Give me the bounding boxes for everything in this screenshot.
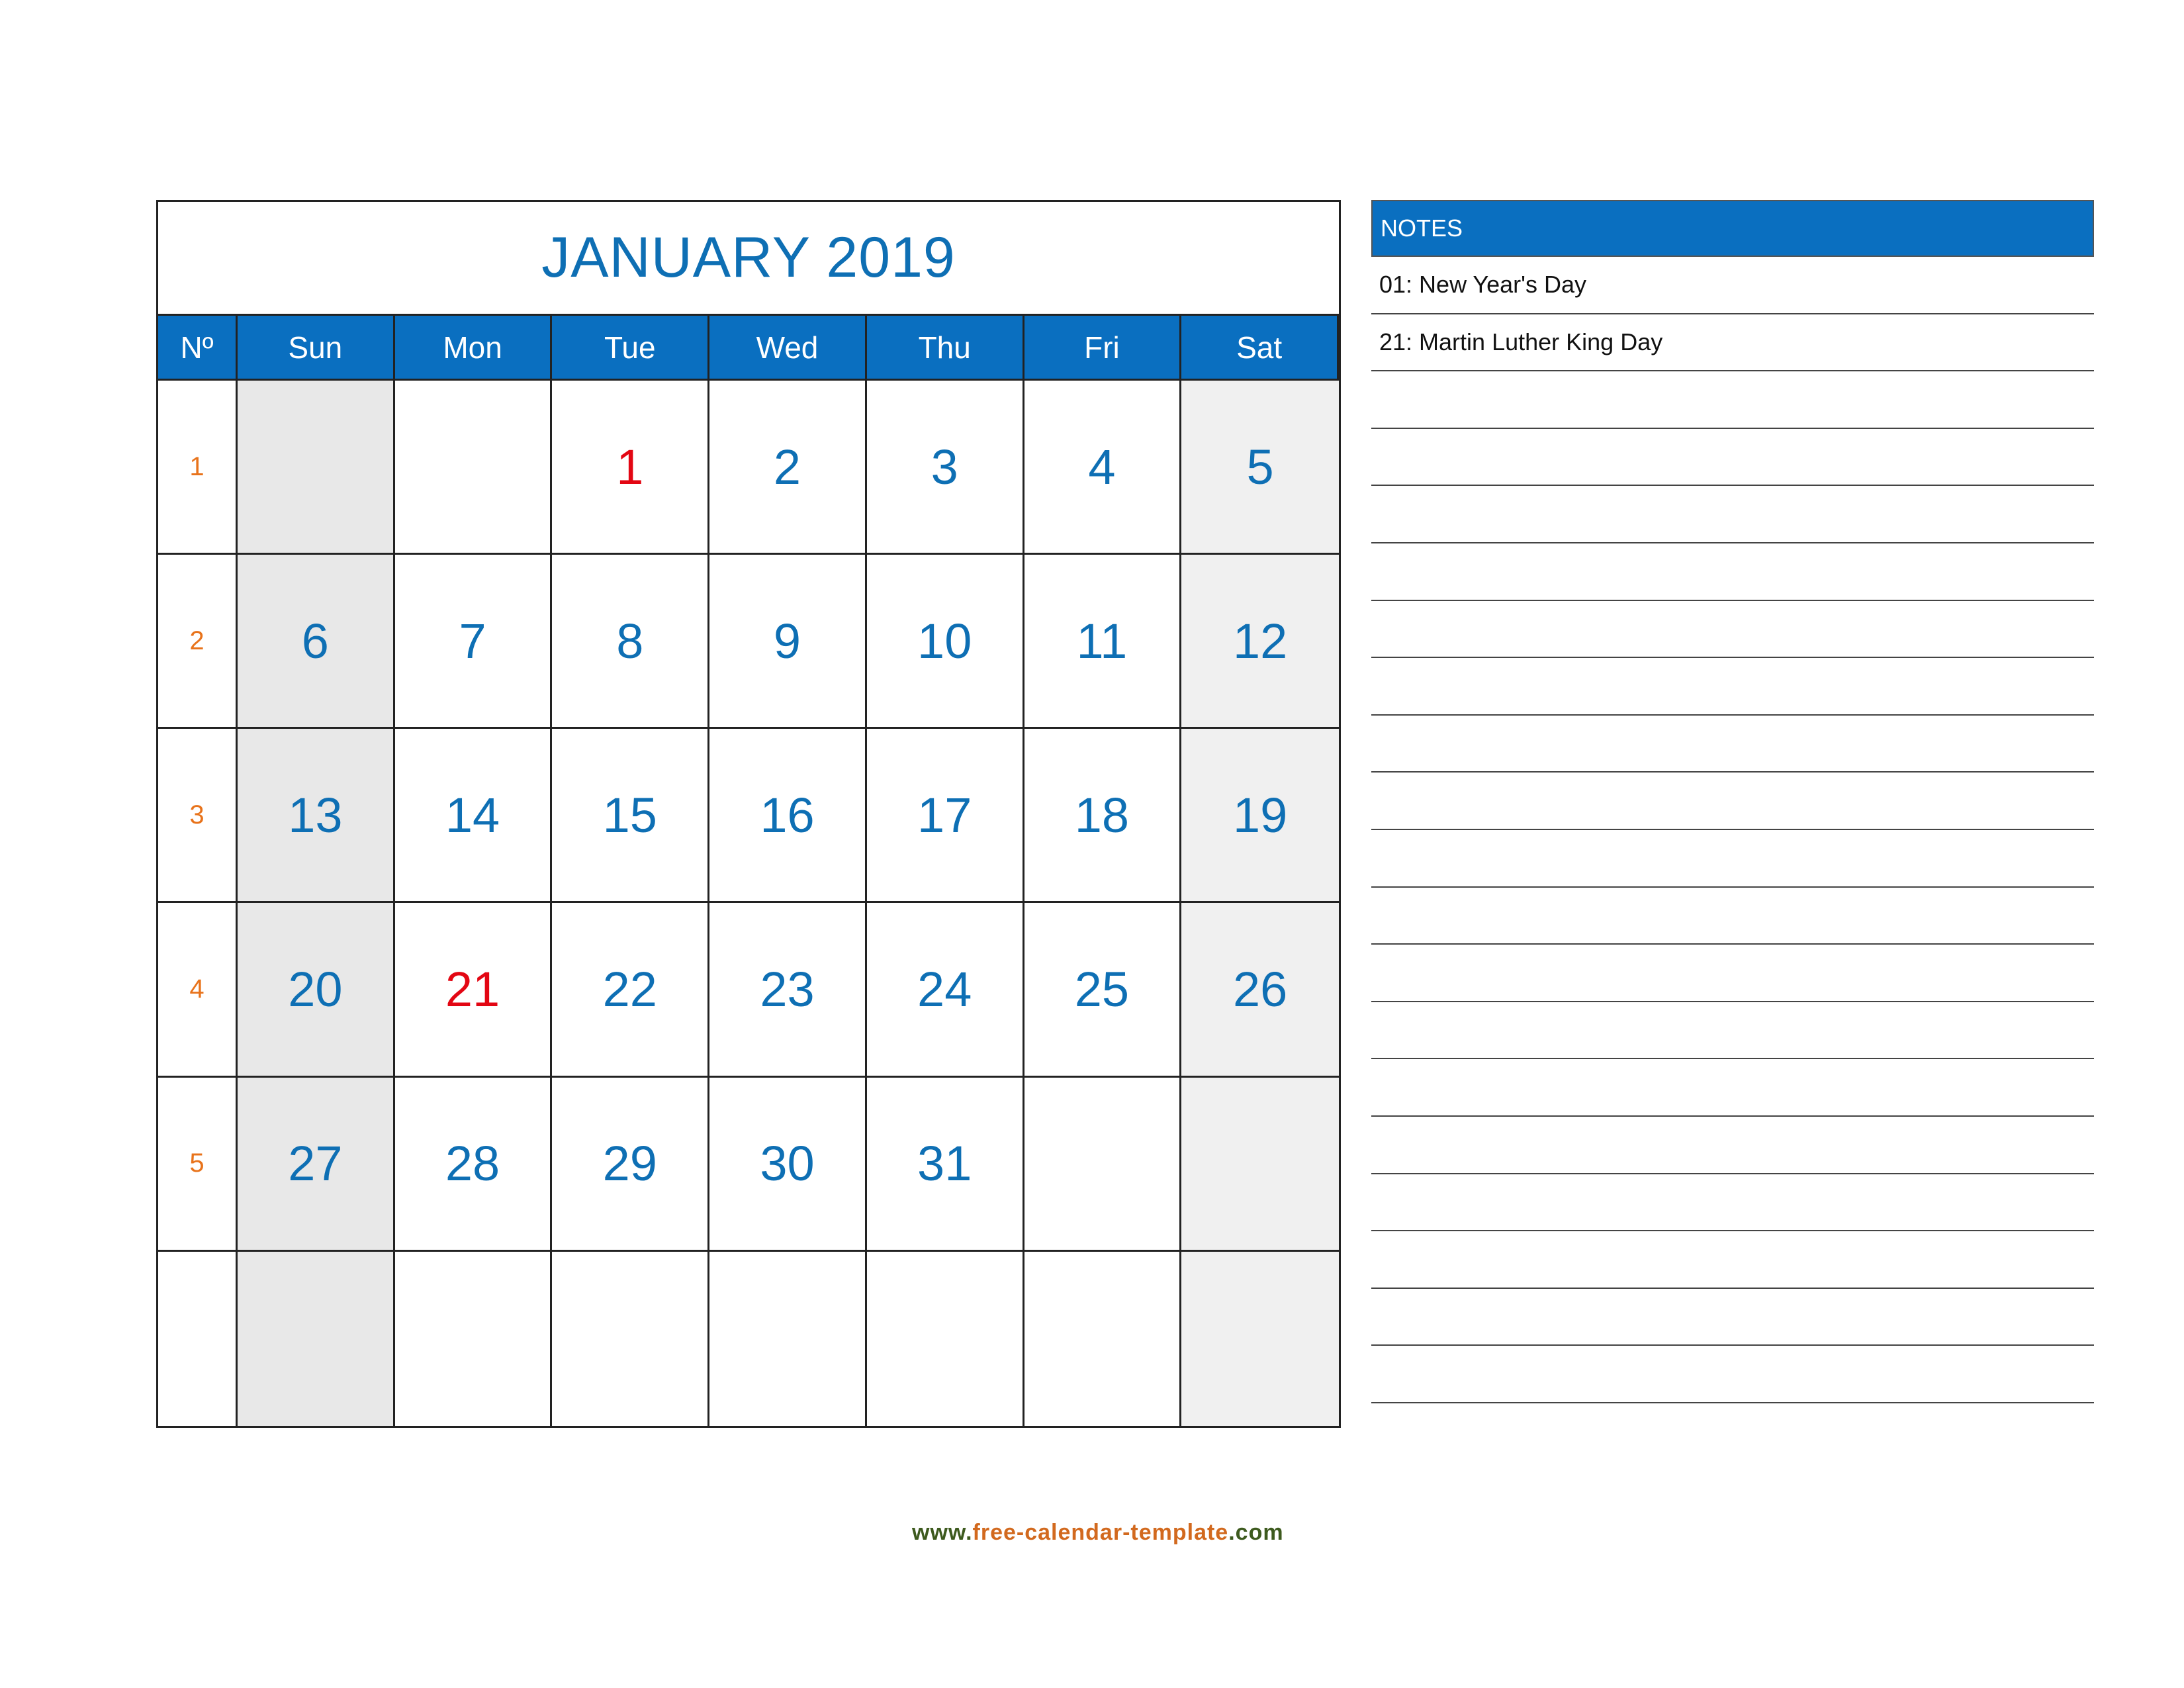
footer-url-prefix: www. xyxy=(912,1520,973,1545)
day-cell[interactable]: 27 xyxy=(238,1078,395,1252)
day-cell[interactable] xyxy=(1024,1252,1182,1426)
day-cell[interactable]: 10 xyxy=(867,555,1024,729)
note-line[interactable] xyxy=(1371,601,2094,659)
day-header-fri: Fri xyxy=(1024,316,1182,381)
day-cell[interactable] xyxy=(238,381,395,555)
day-cell[interactable]: 1 xyxy=(552,381,709,555)
note-line[interactable] xyxy=(1371,1002,2094,1060)
footer-url-suffix: .com xyxy=(1228,1520,1284,1545)
day-header-sat: Sat xyxy=(1181,316,1339,381)
day-cell[interactable]: 9 xyxy=(709,555,867,729)
day-cell[interactable] xyxy=(395,1252,553,1426)
week-number: 1 xyxy=(158,381,238,555)
day-cell[interactable]: 16 xyxy=(709,729,867,903)
note-line[interactable] xyxy=(1371,773,2094,830)
day-cell[interactable]: 8 xyxy=(552,555,709,729)
note-line[interactable]: 01: New Year's Day xyxy=(1371,257,2094,314)
day-cell[interactable]: 11 xyxy=(1024,555,1182,729)
day-header-mon: Mon xyxy=(395,316,553,381)
note-line[interactable] xyxy=(1371,1289,2094,1346)
day-cell[interactable]: 29 xyxy=(552,1078,709,1252)
note-line[interactable] xyxy=(1371,1117,2094,1174)
note-line[interactable] xyxy=(1371,486,2094,543)
note-line[interactable] xyxy=(1371,1174,2094,1232)
day-cell[interactable]: 2 xyxy=(709,381,867,555)
day-cell[interactable]: 26 xyxy=(1181,903,1339,1077)
calendar-grid xyxy=(158,316,1339,1426)
note-line[interactable] xyxy=(1371,945,2094,1002)
week-number xyxy=(158,1252,238,1426)
note-line[interactable] xyxy=(1371,1231,2094,1289)
day-cell[interactable]: 3 xyxy=(867,381,1024,555)
day-cell[interactable]: 15 xyxy=(552,729,709,903)
week-number-header: Nº xyxy=(158,316,238,381)
day-cell[interactable] xyxy=(1181,1078,1339,1252)
notes-header: NOTES xyxy=(1371,200,2094,257)
day-cell[interactable] xyxy=(552,1252,709,1426)
day-cell[interactable] xyxy=(867,1252,1024,1426)
note-line[interactable] xyxy=(1371,716,2094,773)
note-line[interactable] xyxy=(1371,658,2094,716)
day-cell[interactable]: 30 xyxy=(709,1078,867,1252)
day-cell[interactable]: 23 xyxy=(709,903,867,1077)
note-line[interactable] xyxy=(1371,543,2094,601)
day-cell[interactable]: 12 xyxy=(1181,555,1339,729)
notes-lines xyxy=(1371,257,2094,1403)
day-cell[interactable]: 21 xyxy=(395,903,553,1077)
day-header-tue: Tue xyxy=(552,316,709,381)
calendar xyxy=(156,200,1341,1428)
day-cell[interactable]: 22 xyxy=(552,903,709,1077)
day-header-sun: Sun xyxy=(238,316,395,381)
day-cell[interactable]: 6 xyxy=(238,555,395,729)
day-cell[interactable]: 5 xyxy=(1181,381,1339,555)
day-cell[interactable] xyxy=(709,1252,867,1426)
day-cell[interactable]: 31 xyxy=(867,1078,1024,1252)
footer-url-middle: free-calendar-template xyxy=(972,1520,1229,1545)
day-cell[interactable] xyxy=(395,381,553,555)
note-line[interactable]: 21: Martin Luther King Day xyxy=(1371,314,2094,372)
day-cell[interactable]: 4 xyxy=(1024,381,1182,555)
day-cell[interactable]: 20 xyxy=(238,903,395,1077)
day-header-wed: Wed xyxy=(709,316,867,381)
day-cell[interactable]: 25 xyxy=(1024,903,1182,1077)
day-cell[interactable]: 19 xyxy=(1181,729,1339,903)
day-cell[interactable]: 28 xyxy=(395,1078,553,1252)
day-cell[interactable]: 14 xyxy=(395,729,553,903)
week-number: 5 xyxy=(158,1078,238,1252)
notes-panel xyxy=(1371,200,2094,1403)
footer-url[interactable] xyxy=(912,1520,1284,1546)
day-cell[interactable]: 17 xyxy=(867,729,1024,903)
note-line[interactable] xyxy=(1371,888,2094,945)
note-line[interactable] xyxy=(1371,1346,2094,1403)
day-cell[interactable] xyxy=(238,1252,395,1426)
note-line[interactable] xyxy=(1371,830,2094,888)
day-cell[interactable]: 24 xyxy=(867,903,1024,1077)
note-line[interactable] xyxy=(1371,1059,2094,1117)
calendar-title: JANUARY 2019 xyxy=(158,202,1339,316)
day-cell[interactable] xyxy=(1181,1252,1339,1426)
day-cell[interactable]: 18 xyxy=(1024,729,1182,903)
day-cell[interactable]: 13 xyxy=(238,729,395,903)
week-number: 4 xyxy=(158,903,238,1077)
day-header-thu: Thu xyxy=(867,316,1024,381)
day-cell[interactable] xyxy=(1024,1078,1182,1252)
note-line[interactable] xyxy=(1371,429,2094,487)
note-line[interactable] xyxy=(1371,371,2094,429)
week-number: 3 xyxy=(158,729,238,903)
week-number: 2 xyxy=(158,555,238,729)
day-cell[interactable]: 7 xyxy=(395,555,553,729)
